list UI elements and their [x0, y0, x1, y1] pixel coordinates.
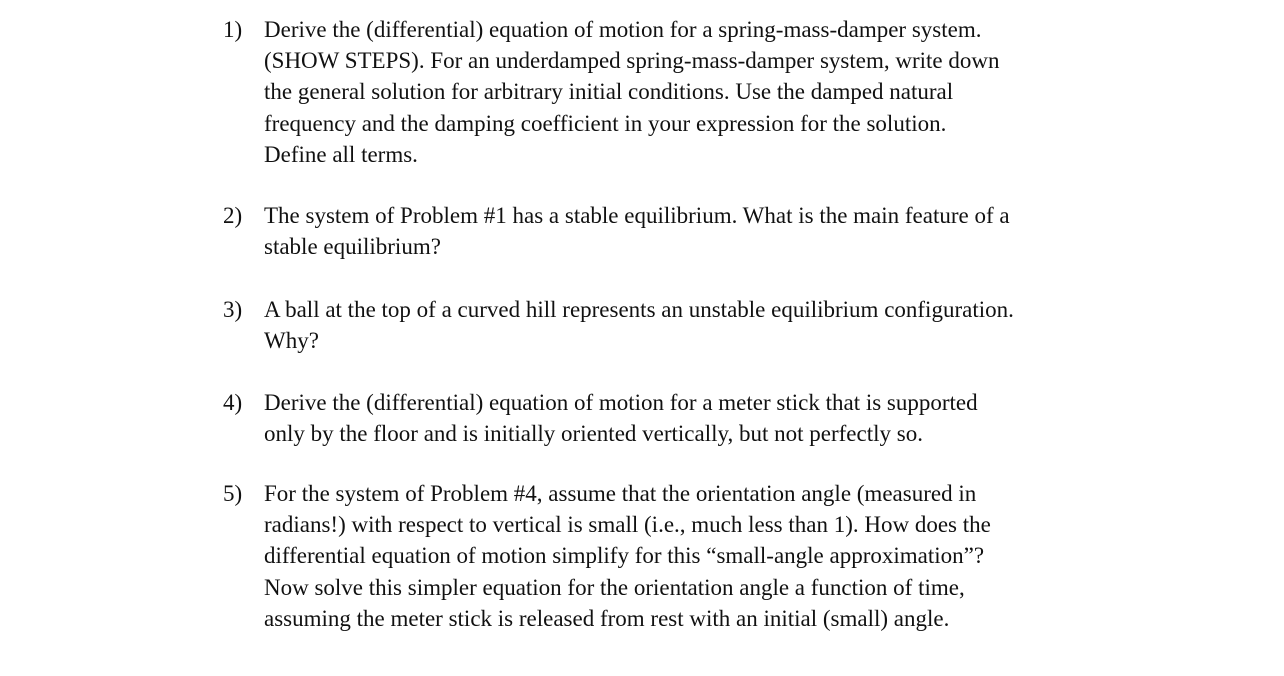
question-line: Why?: [264, 328, 319, 353]
question-line: only by the floor and is initially oriented vertically, but not perfectly so.: [264, 421, 923, 446]
question-line: Now solve this simpler equation for the orientation angle a function of time,: [264, 575, 965, 600]
question-line: differential equation of motion simplify for this “small-angle approximation”?: [264, 543, 985, 568]
question-line: stable equilibrium?: [264, 234, 441, 259]
question-number: 4): [223, 390, 243, 415]
question-line: Derive the (differential) equation of motion for a spring-mass-damper system.: [264, 17, 982, 42]
question-line: Define all terms.: [264, 142, 418, 167]
question-line: A ball at the top of a curved hill represents an unstable equilibrium configuration.: [264, 297, 1014, 322]
question-line: frequency and the damping coefficient in your expression for the solution.: [264, 111, 947, 136]
question-line: the general solution for arbitrary initial conditions. Use the damped natural: [264, 79, 954, 104]
question-line: Derive the (differential) equation of motion for a meter stick that is supported: [264, 390, 978, 415]
question-number: 3): [223, 297, 243, 322]
question-line: assuming the meter stick is released from rest with an initial (small) angle.: [264, 606, 950, 631]
question-number: 1): [223, 17, 243, 42]
question-number: 5): [223, 481, 243, 506]
question-line: The system of Problem #1 has a stable equilibrium. What is the main feature of a: [264, 203, 1010, 228]
question-line: radians!) with respect to vertical is small (i.e., much less than 1). How does the: [264, 512, 991, 537]
question-line: For the system of Problem #4, assume that the orientation angle (measured in: [264, 481, 977, 506]
question-line: (SHOW STEPS). For an underdamped spring-mass-damper system, write down: [264, 48, 1000, 73]
question-number: 2): [223, 203, 243, 228]
